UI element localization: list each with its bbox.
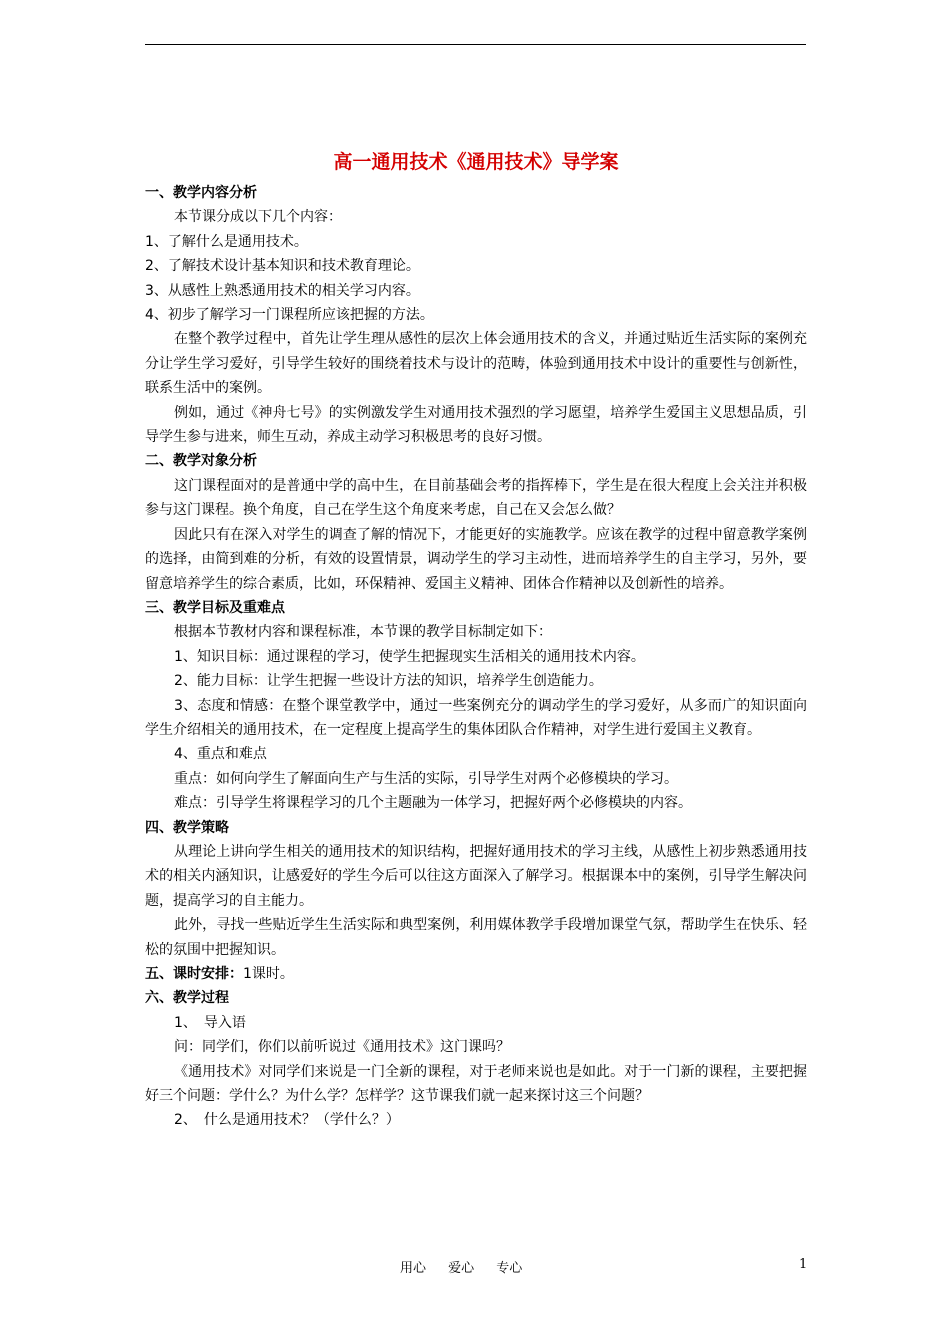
section-heading-2: 二、教学对象分析 bbox=[145, 453, 257, 470]
key-point: 重点：如何向学生了解面向生产与生活的实际，引导学生对两个必修模块的学习。 bbox=[174, 770, 678, 787]
paragraph: 这门课程面对的是普通中学的高中生，在目前基础会考的指挥棒下，学生是在很大程度上会关注并积极参与这门课程。换个角度，自己在学生这个角度来考虑，自己在又会怎么做？ bbox=[145, 477, 807, 519]
paragraph: 因此只有在深入对学生的调查了解的情况下，才能更好的实施教学。应该在教学的过程中留意教学案例的选择，由简到难的分析，有效的设置情景，调动学生的学习主动性，进而培养学生的自主学习，另外，要留意培养学生的综合素质，比如，环保精神、爱国主义精神、团体合作精神以及创新性的培养。 bbox=[145, 526, 807, 592]
section-heading-3: 三、教学目标及重难点 bbox=[145, 599, 285, 616]
paragraph: 《通用技术》对同学们来说是一门全新的课程，对于老师来说也是如此。对于一门新的课程，主要把握好三个问题：学什么？为什么学？怎样学？这节课我们就一起来探讨这三个问题？ bbox=[145, 1063, 807, 1105]
paragraph: 在整个教学过程中，首先让学生理从感性的层次上体会通用技术的含义，并通过贴近生活实际的案例充分让学生学习爱好，引导学生较好的围绕着技术与设计的范畴，体验到通用技术中设计的重要性与创新性，联系生活中的案例。 bbox=[145, 331, 807, 397]
section-1-intro: 本节课分成以下几个内容： bbox=[174, 209, 342, 226]
section-heading-6: 六、教学过程 bbox=[145, 990, 229, 1007]
step-what-is: 2、 什么是通用技术？（学什么？） bbox=[174, 1112, 400, 1129]
section-3-intro: 根据本节教材内容和课程标准，本节课的教学目标制定如下： bbox=[174, 624, 552, 641]
difficult-point: 难点：引导学生将课程学习的几个主题融为一体学习，把握好两个必修模块的内容。 bbox=[174, 795, 692, 812]
list-item: 2、了解技术设计基本知识和技术教育理论。 bbox=[145, 258, 420, 275]
document-title: 高一通用技术《通用技术》导学案 bbox=[333, 151, 619, 173]
class-hours: 1课时。 bbox=[243, 966, 294, 982]
goal-attitude: 3、态度和情感：在整个课堂教学中，通过一些案例充分的调动学生的学习爱好，从多而广的知识面向学生介绍相关的通用技术，在一定程度上提高学生的集体团队合作精神，对学生进行爱国主义教育。 bbox=[145, 697, 807, 738]
section-5-line bbox=[145, 962, 807, 986]
header-rule bbox=[145, 44, 806, 45]
footer-motto: 用心 爱心 专心 bbox=[400, 1261, 523, 1276]
list-item: 1、了解什么是通用技术。 bbox=[145, 233, 308, 250]
list-item: 3、从感性上熟悉通用技术的相关学习内容。 bbox=[145, 282, 420, 299]
paragraph: 例如，通过《神舟七号》的实例激发学生对通用技术强烈的学习愿望，培养学生爱国主义思想品质，引导学生参与进来，师生互动，养成主动学习积极思考的良好习惯。 bbox=[145, 404, 807, 446]
document-body bbox=[145, 140, 807, 1133]
step-intro: 1、 导入语 bbox=[174, 1014, 246, 1031]
goal-knowledge: 1、知识目标：通过课程的学习，使学生把握现实生活相关的通用技术内容。 bbox=[174, 648, 645, 665]
section-heading-1: 一、教学内容分析 bbox=[145, 185, 257, 201]
goal-key-difficult-heading: 4、重点和难点 bbox=[174, 746, 267, 763]
section-heading-4: 四、教学策略 bbox=[145, 819, 229, 836]
list-item: 4、初步了解学习一门课程所应该把握的方法。 bbox=[145, 307, 434, 324]
question: 问：同学们，你们以前听说过《通用技术》这门课吗？ bbox=[174, 1039, 510, 1056]
paragraph: 从理论上讲向学生相关的通用技术的知识结构，把握好通用技术的学习主线，从感性上初步熟悉通用技术的相关内涵知识，让感爱好的学生今后可以往这方面深入了解学习。根据课本中的案例，引导学生解决问题，提高学习的自主能力。 bbox=[145, 843, 807, 909]
paragraph: 此外，寻找一些贴近学生生活实际和典型案例，利用媒体教学手段增加课堂气氛，帮助学生在快乐、轻松的氛围中把握知识。 bbox=[145, 917, 807, 958]
page-number: 1 bbox=[799, 1257, 808, 1272]
section-heading-5: 五、课时安排： bbox=[145, 966, 243, 982]
goal-ability: 2、能力目标：让学生把握一些设计方法的知识，培养学生创造能力。 bbox=[174, 673, 603, 690]
